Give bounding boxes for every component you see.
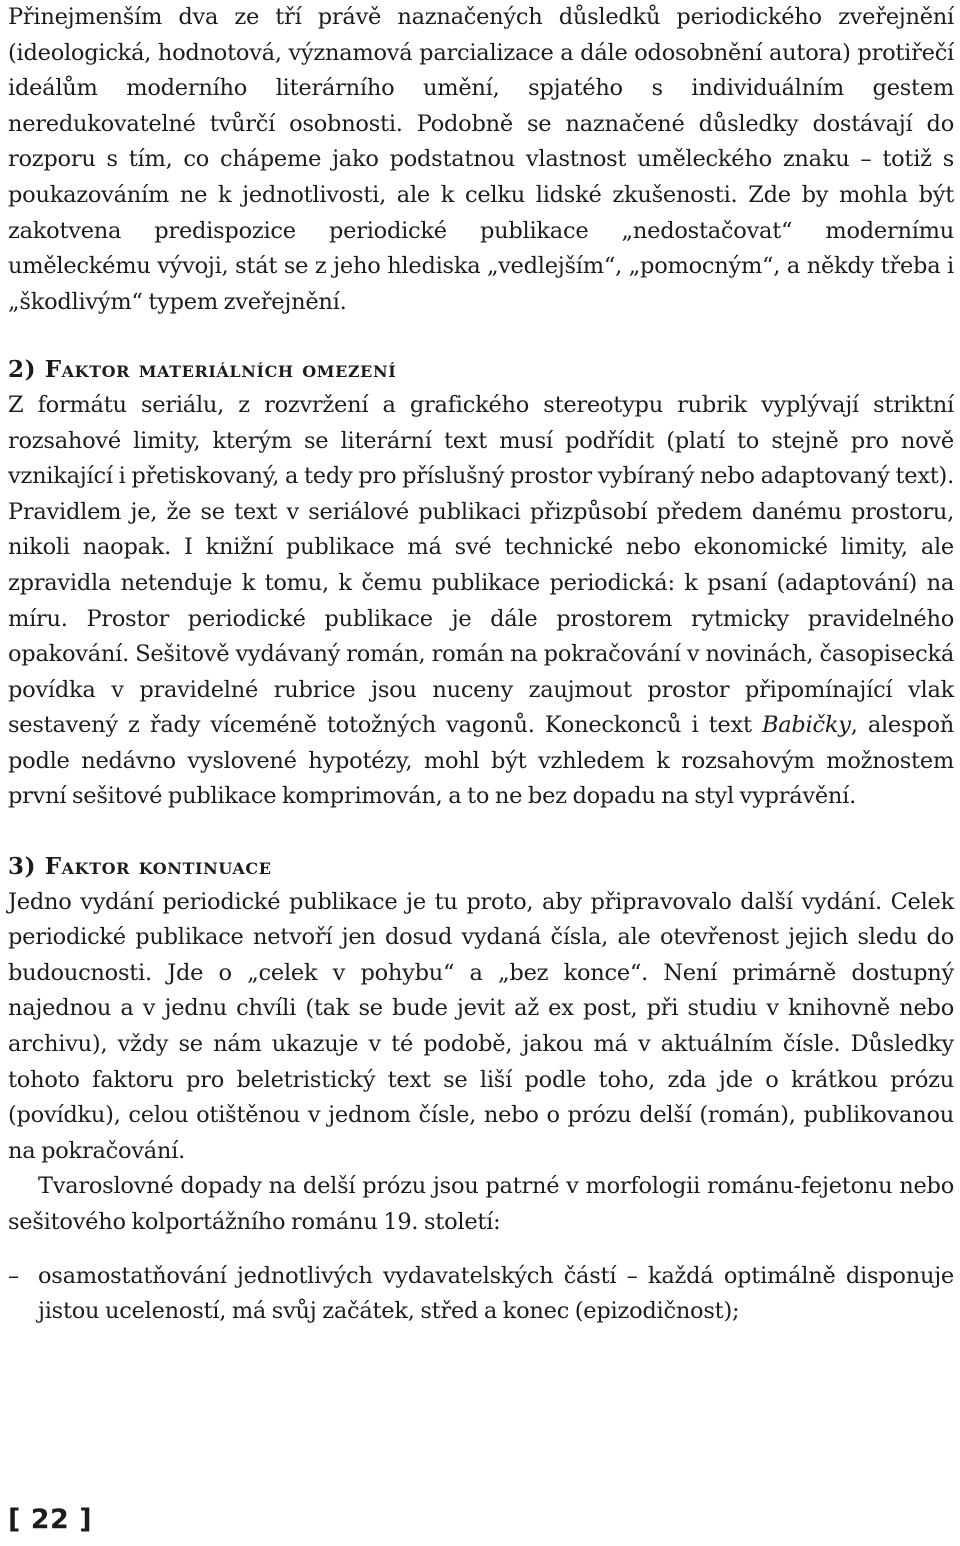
list-item-text: osamostatňování jednotlivých vydavatelských částí – každá optimálně disponuje jistou uceleností, má svůj začátek, střed a konec (epizodičnost);	[38, 1262, 954, 1325]
list-dash: –	[8, 1262, 19, 1289]
section-3-paragraph-2: Tvaroslovné dopady na delší prózu jsou patrné v morfologii románu-fejetonu nebo sešitového kolportážního románu 19. století:	[8, 1173, 954, 1235]
intro-paragraph: Přinejmenším dva ze tří právě naznačených důsledků periodického zveřejnění (ideologická, hodnotová, významová parcializace a dále odosobnění autora) protiřečí ideálům moderního literárního umění, spjatého s individuálním gestem neredukovatelné tvůrčí osobnosti. Podobně se naznačené důsledky dostávají do rozporu s tím, co chápeme jako podstatnou vlastnost uměleckého znaku – totiž s poukazováním ne k jednotlivosti, ale k celku lidské zkušenosti. Zde by mohla být zakotvena predispozice periodické publikace „nedostačovat“ modernímu uměleckému vývoji, stát se z jeho hlediska „vedlejším“, „pomocným“, a někdy třeba i „škodlivým“ typem zveřejnění.	[8, 4, 954, 315]
consequences-list	[8, 1259, 954, 1330]
section-2-text-start: Z formátu seriálu, z rozvržení a grafického stereotypu rubrik vyplývají striktní rozsahové limity, kterým se literární text musí podřídit (platí to stejně pro nově vznikající i přetiskovaný, a tedy pro příslušný prostor vybíraný nebo adaptovaný text). Pravidlem je, že se text v seriálové publikaci přizpůsobí předem danému prostoru, nikoli naopak. I knižní publikace má své technické nebo ekonomické limity, ale zpravidla netenduje k tomu, k čemu publikace periodická: k psaní (adaptování) na míru. Prostor periodické publikace je dále prostorem rytmicky pravidelného opakování. Sešitově vydávaný román, román na pokračování v novinách, časopisecká povídka v pravidelné rubrice jsou nuceny zaujmout prostor připomínající vlak sestavený z řady víceméně totožných vagonů. Koneckonců i text	[8, 391, 954, 739]
book-title-italic: Babičky	[761, 712, 851, 739]
section-2-paragraph	[8, 388, 954, 815]
section-3-paragraph: Jedno vydání periodické publikace je tu proto, aby připravovalo další vydání. Celek periodické publikace netvoří jen dosud vydaná čísla, ale otevřenost jejich sledu do budoucnosti. Jde o „celek v pohybu“ a „bez konce“. Není primárně dostupný najednou a v jednu chvíli (tak se bude jevit až ex post, při studiu v knihovně nebo archivu), vždy se nám ukazuje v té podobě, jakou má v aktuálním čísle. Důsledky tohoto faktoru pro beletristický text se liší podle toho, zda jde o krátkou prózu (povídku), celou otištěnou v jednom čísle, nebo o prózu delší (román), publikovanou na pokračování.	[8, 888, 954, 1164]
list-item	[8, 1259, 954, 1330]
section-2-heading: 2) Faktor materiálních omezení	[8, 356, 397, 384]
section-2-text-end: , alespoň podle nedávno vyslovené hypotézy, mohl být vzhledem k rozsahovým možnostem první sešitové publikace komprimován, a to ne bez dopadu na styl vyprávění.	[8, 712, 954, 810]
document-page	[8, 0, 954, 1330]
section-3-heading: 3) Faktor kontinuace	[8, 853, 272, 881]
page-number: [ 22 ]	[8, 1504, 93, 1535]
